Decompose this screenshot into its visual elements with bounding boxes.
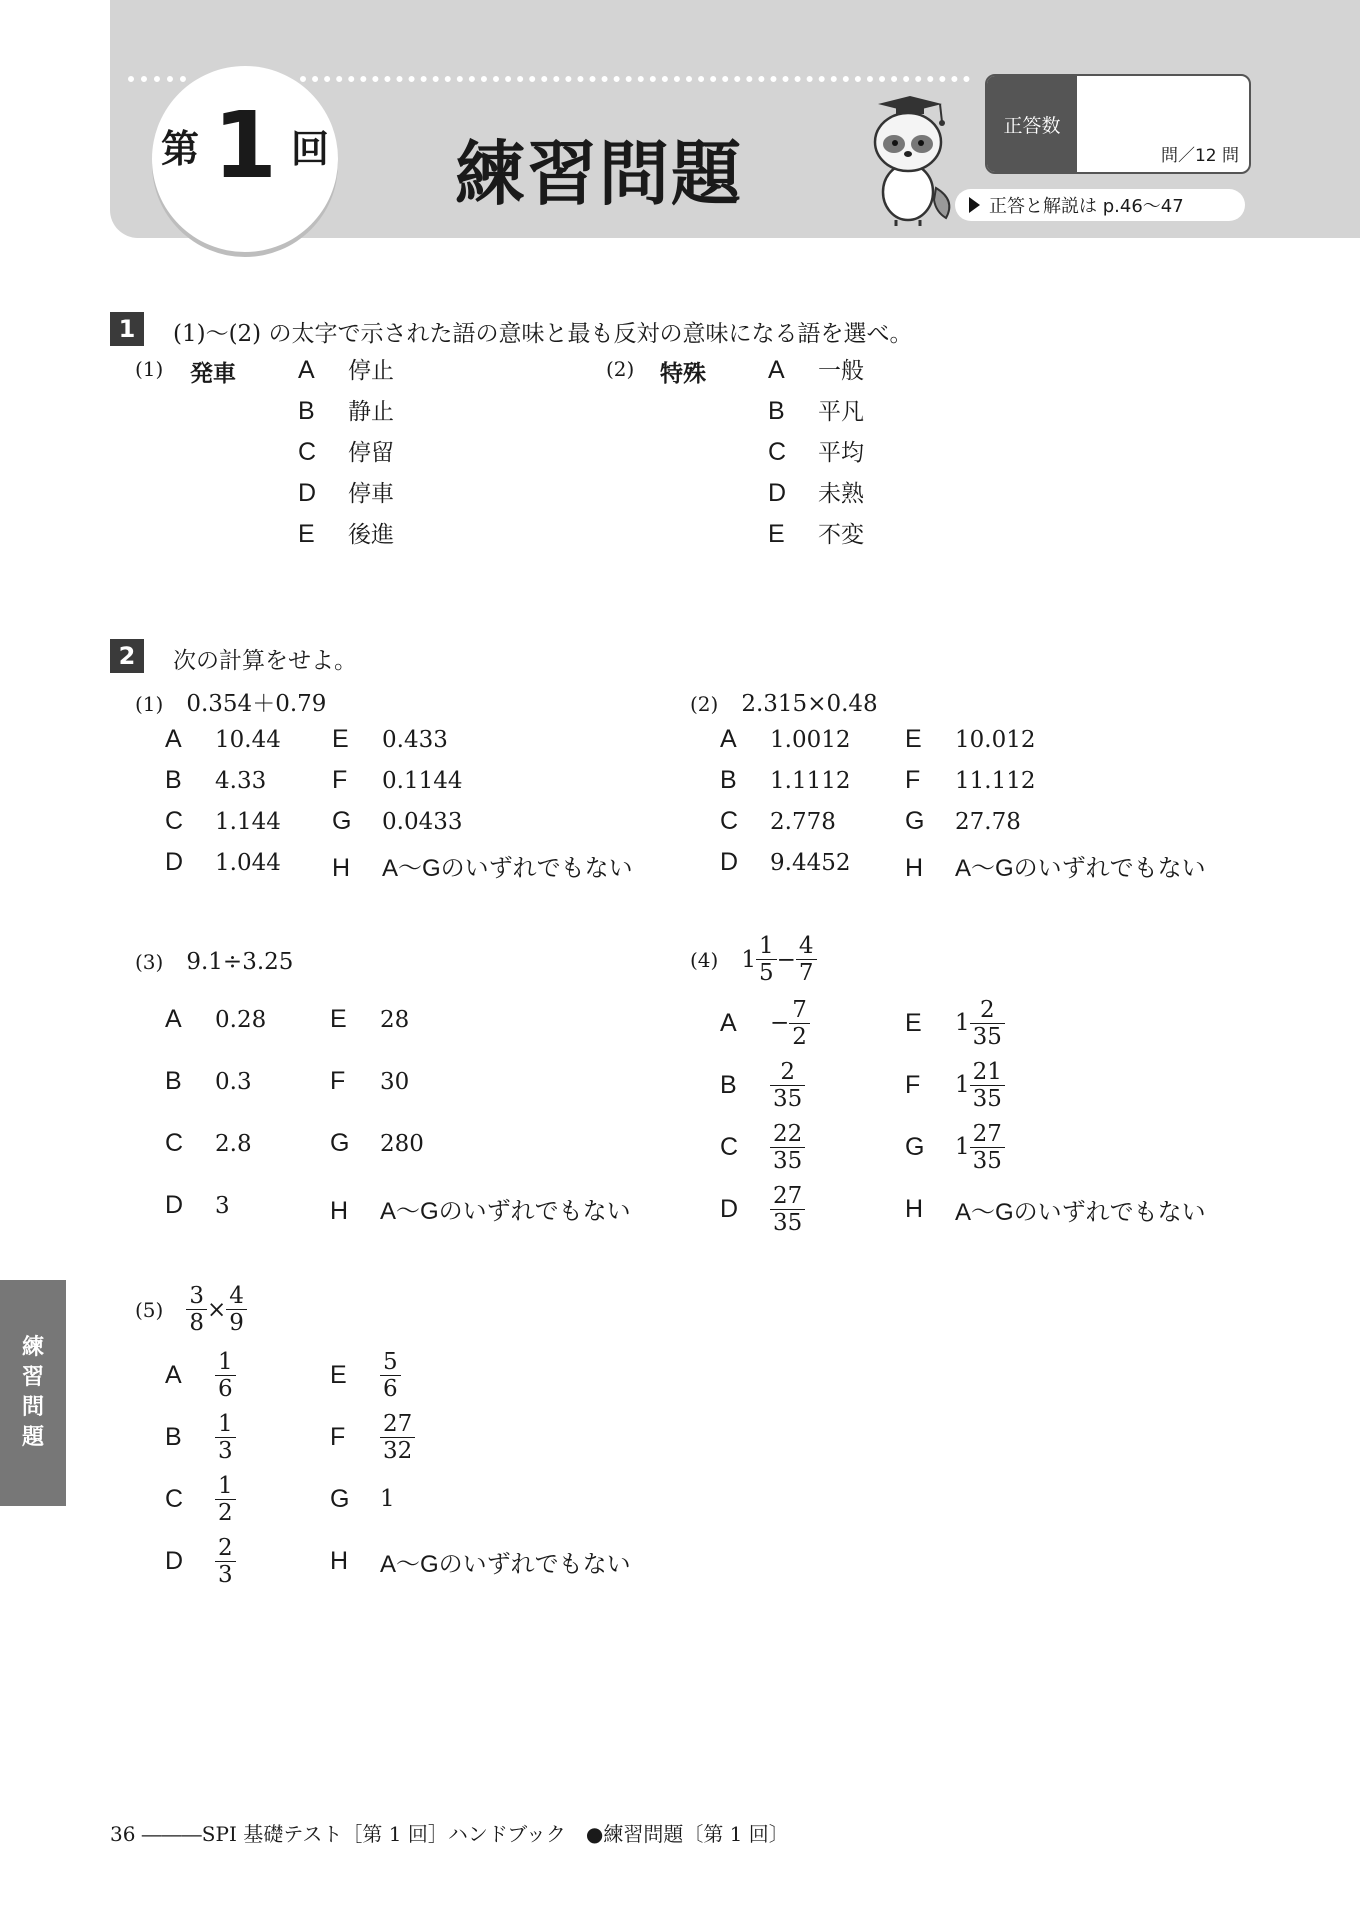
option-text: 2.778	[770, 809, 836, 835]
option-text: 平凡	[818, 399, 864, 425]
option-column	[330, 1344, 631, 1592]
question-instruction: (1)～(2) の太字で示された語の意味と最も反対の意味になる語を選べ。	[173, 321, 913, 347]
option-text: 停車	[348, 481, 394, 507]
question-instruction: 次の計算をせよ。	[173, 648, 357, 674]
option-text: 0.433	[382, 727, 448, 753]
option-text: 1	[380, 1486, 395, 1512]
part-label: (2)	[606, 357, 635, 381]
option-letter: D	[298, 479, 317, 507]
numerator: 27	[770, 1183, 805, 1210]
denominator: 2	[792, 1023, 807, 1050]
round-number	[152, 92, 338, 199]
numerator: 5	[380, 1349, 401, 1376]
option-text: 静止	[348, 399, 394, 425]
option-letter: D	[720, 1194, 739, 1223]
fraction	[215, 1349, 236, 1402]
option-text: 30	[380, 1069, 410, 1095]
option-text: 1.144	[215, 809, 281, 835]
part-5-prompt	[135, 1283, 247, 1336]
option-letter: B	[298, 397, 315, 425]
option-letter: H	[905, 854, 924, 882]
option-text: 10.012	[955, 727, 1036, 753]
option-text: 2.8	[215, 1131, 252, 1157]
question-number: 1	[110, 312, 144, 346]
option-letter: G	[332, 807, 352, 835]
numerator: 27	[380, 1411, 415, 1438]
option-text: 9.4452	[770, 850, 851, 876]
option-letter: B	[720, 1070, 737, 1099]
option-text: A～Gのいずれでもない	[382, 855, 633, 882]
option-letter: E	[905, 1008, 922, 1037]
option-letter: E	[768, 520, 785, 548]
option-letter: C	[298, 438, 317, 466]
answer-reference	[955, 189, 1245, 221]
denominator: 5	[758, 960, 774, 986]
option-text: A～Gのいずれでもない	[955, 1198, 1206, 1226]
denominator: 35	[972, 1023, 1002, 1050]
option-text: 4.33	[215, 768, 267, 794]
numerator: 1	[215, 1473, 236, 1500]
option-column	[330, 1005, 631, 1253]
fraction	[215, 1473, 236, 1526]
triangle-right-icon	[969, 197, 980, 213]
mixed-whole: 1	[955, 1010, 970, 1036]
option-text: 停留	[348, 440, 394, 466]
option-letter: B	[768, 397, 785, 425]
option-text: A～Gのいずれでもない	[955, 855, 1206, 882]
option-text: 28	[380, 1007, 410, 1033]
option-letter: H	[330, 1546, 349, 1575]
denominator: 2	[218, 1499, 233, 1526]
fraction	[789, 997, 810, 1050]
score-total: 問／12 問	[1160, 146, 1239, 166]
round-number-digit: 1	[212, 92, 277, 199]
option-letter: A	[298, 356, 315, 384]
part-label: (3)	[135, 950, 164, 974]
numerator: 3	[186, 1283, 207, 1310]
option-text: 不変	[818, 522, 864, 548]
fraction	[970, 997, 1005, 1050]
option-letter: D	[165, 1546, 184, 1575]
raccoon-mascot-icon	[858, 96, 958, 228]
part-2-prompt	[690, 685, 878, 718]
numerator: 22	[770, 1121, 805, 1148]
option-text: 27.78	[955, 809, 1021, 835]
score-label: 正答数	[987, 76, 1077, 172]
part-label: (5)	[135, 1297, 164, 1322]
fraction	[756, 933, 777, 986]
option-column	[165, 1344, 236, 1592]
option-letter: C	[768, 438, 787, 466]
option-text: 平均	[818, 440, 864, 466]
fraction	[215, 1411, 236, 1464]
option-letter: E	[332, 725, 349, 753]
denominator: 35	[972, 1147, 1002, 1174]
option-letter: A	[165, 1360, 182, 1389]
option-letter: E	[905, 725, 922, 753]
target-word: 特殊	[660, 361, 706, 387]
denominator: 3	[218, 1561, 233, 1588]
option-letter: E	[330, 1360, 347, 1389]
dotted-line-right	[300, 76, 970, 82]
score-box	[985, 74, 1251, 174]
option-text: 3	[215, 1193, 230, 1219]
part-3-prompt	[135, 943, 293, 976]
side-tab	[0, 1280, 66, 1506]
option-letter: H	[905, 1194, 924, 1223]
option-letter: F	[332, 766, 348, 794]
option-text: 1.0012	[770, 727, 851, 753]
option-column	[720, 992, 810, 1240]
numerator: 1	[215, 1411, 236, 1438]
option-letter: B	[165, 766, 182, 794]
denominator: 35	[773, 1209, 803, 1236]
option-sign: −	[770, 1010, 790, 1036]
numerator: 7	[789, 997, 810, 1024]
option-text: A～Gのいずれでもない	[380, 1198, 631, 1225]
numerator: 1	[215, 1349, 236, 1376]
mixed-whole: 1	[741, 946, 756, 973]
fraction	[770, 1183, 805, 1236]
part-label: (4)	[690, 947, 719, 972]
option-letter: A	[720, 725, 737, 753]
option-text: 0.28	[215, 1007, 267, 1033]
option-letter: A	[165, 725, 182, 753]
numerator: 2	[215, 1535, 236, 1562]
denominator: 32	[383, 1437, 413, 1464]
option-column	[905, 992, 1206, 1240]
option-column	[165, 725, 281, 889]
option-letter: F	[905, 1070, 921, 1099]
option-text: 1.1112	[770, 768, 851, 794]
denominator: 8	[189, 1310, 204, 1336]
expression: 2.315×0.48	[741, 691, 878, 717]
question-number: 2	[110, 639, 144, 673]
denominator: 3	[218, 1437, 233, 1464]
side-tab-char: 題	[21, 1425, 44, 1450]
option-text: 後進	[348, 522, 394, 548]
mixed-whole: 1	[955, 1072, 970, 1098]
expression: 0.354＋0.79	[186, 691, 327, 717]
numerator: 1	[756, 933, 777, 960]
option-letter: B	[165, 1067, 182, 1095]
option-letter: D	[165, 1191, 184, 1219]
option-letter: C	[720, 807, 739, 835]
option-letter: G	[905, 1132, 925, 1161]
numerator: 4	[796, 933, 817, 960]
option-text: 0.1144	[382, 768, 463, 794]
option-text: 11.112	[955, 768, 1036, 794]
operator: −	[776, 946, 796, 973]
option-letter: G	[905, 807, 925, 835]
option-list	[298, 352, 394, 557]
answer-reference-text: 正答と解説は p.46～47	[989, 196, 1184, 217]
option-letter: H	[330, 1197, 349, 1225]
option-letter: D	[720, 848, 739, 876]
option-letter: C	[165, 1129, 184, 1157]
option-letter: A	[165, 1005, 182, 1033]
dotted-line-left	[128, 76, 186, 82]
numerator: 4	[226, 1283, 247, 1310]
denominator: 35	[773, 1147, 803, 1174]
option-text: 280	[380, 1131, 424, 1157]
fraction	[970, 1059, 1005, 1112]
fraction	[186, 1283, 207, 1336]
option-letter: D	[165, 848, 184, 876]
option-text: 0.3	[215, 1069, 252, 1095]
denominator: 9	[229, 1310, 244, 1336]
option-text: 1.044	[215, 850, 281, 876]
fraction	[380, 1349, 401, 1402]
denominator: 35	[972, 1085, 1002, 1112]
option-letter: G	[330, 1129, 350, 1157]
option-letter: A	[720, 1008, 737, 1037]
part-1-prompt	[135, 685, 326, 718]
fraction	[215, 1535, 236, 1588]
part-label: (1)	[135, 357, 164, 381]
option-letter: A	[768, 356, 785, 384]
side-tab-char: 問	[21, 1395, 44, 1420]
option-letter: F	[330, 1422, 346, 1451]
option-letter: E	[298, 520, 315, 548]
page-title: 練習問題	[455, 133, 743, 215]
part-4-prompt	[690, 933, 817, 986]
numerator: 2	[970, 997, 1005, 1024]
fraction	[796, 933, 817, 986]
part-label: (2)	[690, 692, 719, 716]
option-column	[332, 725, 633, 889]
option-letter: F	[905, 766, 921, 794]
option-column	[720, 725, 850, 889]
option-text: 一般	[818, 358, 864, 384]
option-text: A～Gのいずれでもない	[380, 1550, 631, 1578]
option-column	[165, 1005, 266, 1253]
option-text: 未熟	[818, 481, 864, 507]
side-tab-char: 練	[21, 1335, 44, 1360]
option-text: 10.44	[215, 727, 281, 753]
option-letter: D	[768, 479, 787, 507]
denominator: 35	[773, 1085, 803, 1112]
option-letter: C	[165, 807, 184, 835]
part-label: (1)	[135, 692, 164, 716]
round-prefix: 第	[160, 127, 199, 171]
denominator: 6	[383, 1375, 398, 1402]
fraction	[970, 1121, 1005, 1174]
page-footer: 36 ―――SPI 基礎テスト［第 1 回］ハンドブック ●練習問題〔第 1 回〕	[110, 1822, 789, 1846]
numerator: 27	[970, 1121, 1005, 1148]
fraction	[380, 1411, 415, 1464]
side-tab-char: 習	[21, 1365, 44, 1390]
numerator: 2	[770, 1059, 805, 1086]
fraction	[770, 1059, 805, 1112]
option-column	[905, 725, 1206, 889]
option-letter: B	[720, 766, 737, 794]
option-letter: C	[165, 1484, 184, 1513]
denominator: 6	[218, 1375, 233, 1402]
option-list	[768, 352, 864, 557]
fraction	[226, 1283, 247, 1336]
expression: 9.1÷3.25	[186, 949, 294, 975]
operator: ×	[206, 1296, 227, 1323]
denominator: 7	[798, 960, 814, 986]
option-letter: H	[332, 854, 351, 882]
option-letter: E	[330, 1005, 347, 1033]
option-letter: C	[720, 1132, 739, 1161]
numerator: 21	[970, 1059, 1005, 1086]
mixed-whole: 1	[955, 1134, 970, 1160]
option-letter: B	[165, 1422, 182, 1451]
option-letter: G	[330, 1484, 350, 1513]
round-suffix: 回	[291, 127, 330, 171]
target-word: 発車	[190, 361, 236, 387]
fraction	[770, 1121, 805, 1174]
option-text: 停止	[348, 358, 394, 384]
option-letter: F	[330, 1067, 346, 1095]
option-text: 0.0433	[382, 809, 463, 835]
